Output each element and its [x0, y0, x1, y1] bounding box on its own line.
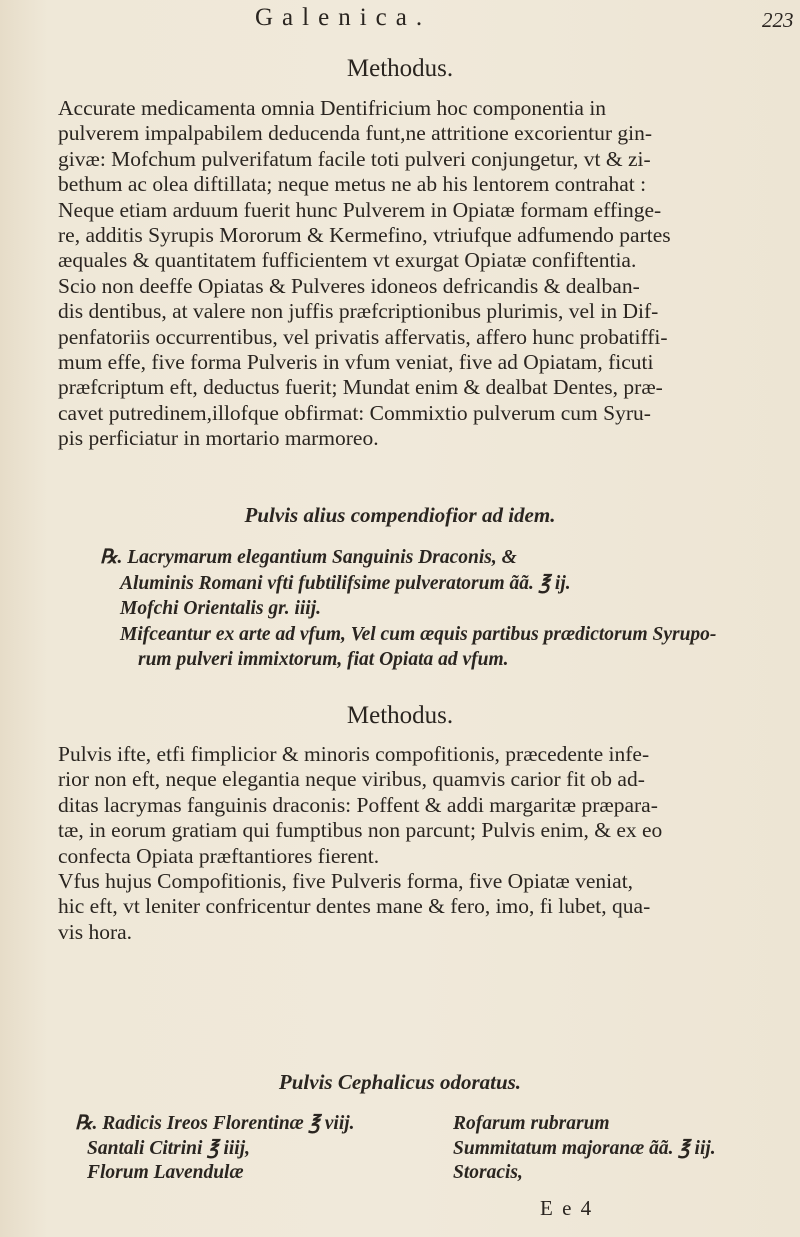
- text-line: vis hora.: [58, 919, 133, 944]
- recipe-line: Mifceantur ex arte ad vfum, Vel cum æquis partibus prædictorum Syrupo-: [120, 623, 717, 645]
- recipe-1: [100, 545, 740, 673]
- text-line: confecta Opiata præftantiores fierent.: [58, 843, 380, 868]
- text-line: hic eft, vt leniter confricentur dentes mane & fero, imo, fi lubet, qua-: [58, 894, 651, 919]
- recipe-line: Aluminis Romani vfti fubtilifsime pulveratorum ãã. ℥ ij.: [120, 572, 571, 594]
- text-line: re, additis Syrupis Mororum & Kermefino, vtriufque adfumendo partes: [58, 223, 671, 248]
- text-line: tæ, in eorum gratiam qui fumptibus non parcunt; Pulvis enim, & ex eo: [58, 818, 663, 843]
- paragraph-methodus-2: [58, 742, 770, 945]
- text-line: æquales & quantitatem fufficientem vt exurgat Opiatæ confiftentia.: [58, 248, 637, 273]
- running-head: Galenica.: [255, 4, 432, 31]
- section-heading-methodus-2: Methodus.: [346, 702, 454, 729]
- text-line: pulverem impalpabilem deducenda funt,ne attritione excorientur gin-: [58, 121, 653, 146]
- recipe-line: ℞. Lacrymarum elegantium Sanguinis Draconis, &: [100, 547, 517, 568]
- text-line: Neque etiam arduum fuerit hunc Pulverem in Opiatæ formam effinge-: [58, 197, 662, 222]
- recipe-2-left-column: [75, 1112, 355, 1186]
- text-line: penfatoriis occurrentibus, vel privatis affervatis, affero hunc probatiffi-: [58, 324, 668, 349]
- recipe-line: Mofchi Orientalis gr. iiij.: [120, 598, 321, 620]
- text-line: Pulvis ifte, etfi fimplicior & minoris compofitionis, præcedente infe-: [58, 742, 650, 766]
- text-line: præfcriptum eft, deductus fuerit; Mundat enim & dealbat Dentes, præ-: [58, 375, 663, 400]
- section-heading-methodus-1: Methodus.: [346, 55, 454, 82]
- paragraph-methodus-1: [58, 96, 770, 452]
- recipe-line: Rofarum rubrarum: [453, 1113, 610, 1134]
- text-line: Accurate medicamenta omnia Dentifricium hoc componentia in: [58, 96, 607, 120]
- text-line: pis perficiatur in mortario marmoreo.: [58, 426, 379, 451]
- text-line: Vfus hujus Compofitionis, five Pulveris forma, five Opiatæ veniat,: [58, 869, 634, 894]
- recipe-line: Summitatum majoranæ ãã. ℥ iij.: [453, 1137, 716, 1159]
- text-line: ditas lacrymas fanguinis draconis: Poffent & addi margaritæ præpara-: [58, 792, 658, 817]
- recipe-line: Santali Citrini ℥ iiij,: [87, 1137, 250, 1159]
- text-line: rior non eft, neque elegantia neque viribus, quamvis carior fit ob ad-: [58, 767, 645, 792]
- text-line: dis dentibus, at valere non juffis præfcriptionibus plurimis, vel in Dif-: [58, 299, 659, 324]
- text-line: cavet putredinem,illofque obfirmat: Commixtio pulverum cum Syru-: [58, 400, 651, 425]
- text-line: bethum ac olea diftillata; neque metus ne ab his lentorem contrahat :: [58, 172, 647, 197]
- recipe-title-2: Pulvis Cephalicus odoratus.: [278, 1070, 522, 1094]
- text-line: Scio non deeffe Opiatas & Pulveres idoneos defricandis & dealban-: [58, 273, 640, 298]
- text-line: givæ: Mofchum pulverifatum facile toti pulveri conjungetur, vt & zi-: [58, 146, 651, 171]
- recipe-title-1: Pulvis alius compendiofior ad idem.: [244, 503, 556, 527]
- signature-mark: E e 4: [540, 1196, 594, 1220]
- recipe-line: rum pulveri immixtorum, fiat Opiata ad vfum.: [138, 649, 509, 671]
- recipe-line: ℞. Radicis Ireos Florentinæ ℥ viij.: [75, 1113, 355, 1134]
- text-line: mum effe, five forma Pulveris in vfum veniat, five ad Opiatam, ficuti: [58, 350, 654, 375]
- recipe-line: Florum Lavendulæ: [87, 1162, 244, 1183]
- recipe-2-right-column: [453, 1112, 716, 1186]
- page-header: [0, 2, 800, 38]
- recipe-line: Storacis,: [453, 1162, 523, 1183]
- page-number: 223: [762, 8, 794, 32]
